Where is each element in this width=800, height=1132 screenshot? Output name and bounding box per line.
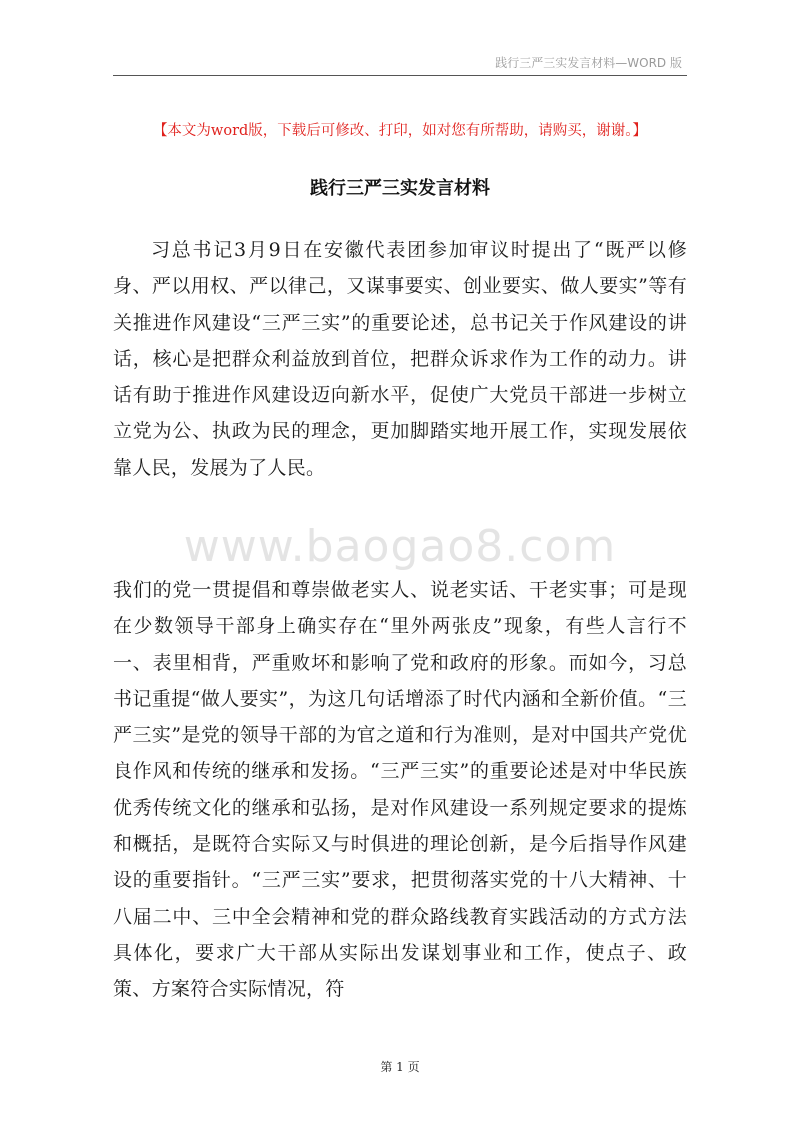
purchase-notice: 【本文为word版，下载后可修改、打印，如对您有所帮助，请购买，谢谢。】 xyxy=(152,123,648,139)
running-header: 践行三严三实发言材料—WORD 版 xyxy=(495,56,682,70)
header-divider xyxy=(113,75,687,76)
body-paragraph: 习总书记3月9日在安徽代表团参加审议时提出了“既严以修身、严以用权、严以律己，又谋事要实、创业要实、做人要实”等有关推进作风建设“三严三实”的重要论述，总书记关于作风建设的讲话，核心是把群众利益放到首位，把群众诉求作为工作的动力。讲话有助于推进作风建设迈向新水平，促使广大党员干部进一步树立立党为公、执政为民的理念，更加脚踏实地开展工作，实现发展依靠人民，发展为了人民。 xyxy=(113,239,687,479)
body-paragraph: 我们的党一贯提倡和尊崇做老实人、说老实话、干老实事；可是现在少数领导干部身上确实存在“里外两张皮”现象，有些人言行不一、表里相背，严重败坏和影响了党和政府的形象。而如今，习总书记重提“做人要实”，为这几句话增添了时代内涵和全新价值。“三严三实”是党的领导干部的为官之道和行为准则，是对中国共产党优良作风和传统的继承和发扬。“三严三实”的重要论述是对中华民族优秀传统文化的继承和弘扬，是对作风建设一系列规定要求的提炼和概括，是既符合实际又与时俱进的理论创新，是今后指导作风建设的重要指针。“三严三实”要求，把贯彻落实党的十八大精神、十八届二中、三中全会精神和党的群众路线教育实践活动的方式方法具体化，要求广大干部从实际出发谋划事业和工作，使点子、政策、方案符合实际情况，符 xyxy=(113,579,687,1001)
document-title: 践行三严三实发言材料 xyxy=(310,178,490,199)
page-number: 第 1 页 xyxy=(380,1060,420,1074)
watermark: www.baogao8.com xyxy=(183,521,617,572)
